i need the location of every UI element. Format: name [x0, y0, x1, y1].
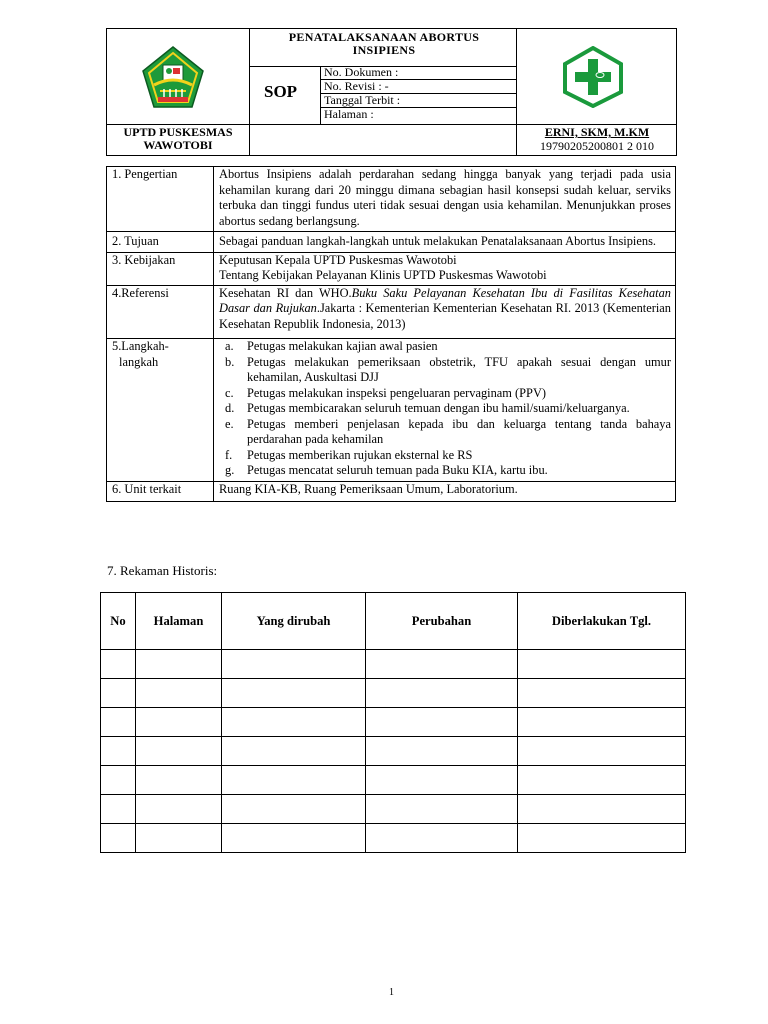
ref-pre: Kesehatan RI dan WHO.	[219, 285, 352, 300]
signer-nip: 19790205200801 2 010	[540, 139, 654, 153]
doc-fields	[320, 66, 517, 122]
list-item: e. Petugas memberi penjelasan kepada ibu dan keluarga tentang tanda bahaya perdarahan pada kehamilan	[225, 416, 671, 446]
sop-title: PENATALAKSANAAN ABORTUS INSIPIENS	[288, 30, 480, 57]
header-divider-left	[249, 28, 250, 156]
label-pengertian: 1. Pengertian	[107, 167, 214, 232]
doc-number-field: No. Dokumen :	[320, 66, 517, 80]
history-table	[100, 592, 686, 853]
list-item: b. Petugas melakukan pemeriksaan obstetrik, TFU apakah sesuai dengan umur kehamilan, Auskultasi DJJ	[225, 354, 671, 384]
row-tujuan	[107, 232, 676, 253]
label-tujuan: 2. Tujuan	[107, 232, 214, 253]
sop-content-table	[106, 166, 676, 502]
puskesmas-logo	[560, 46, 626, 108]
step-list	[219, 339, 671, 479]
row-kebijakan	[107, 252, 676, 285]
col-no: No	[101, 593, 136, 650]
table-row	[101, 766, 686, 795]
ref-post: .Jakarta : Kementerian Kementerian Kesehatan RI. 2013 (Kementerian Kesehatan Republik Indonesia, 2013)	[219, 301, 671, 331]
page-field: Halaman :	[324, 107, 374, 121]
sop-label: SOP	[264, 82, 298, 101]
list-item: f. Petugas memberikan rujukan eksternal ke RS	[225, 447, 473, 462]
kolaka-emblem-icon	[140, 45, 206, 111]
list-item: g. Petugas mencatat seluruh temuan pada Buku KIA, kartu ibu.	[225, 463, 548, 477]
text-kebijakan	[214, 252, 676, 285]
langkah-label-line-1: 5.Langkah-	[112, 339, 169, 353]
history-title: 7. Rekaman Historis:	[107, 563, 218, 578]
table-row	[101, 650, 686, 679]
organization-name: UPTD PUSKESMAS WAWOTOBI	[123, 125, 233, 152]
text-langkah	[214, 339, 676, 482]
row-pengertian	[107, 167, 676, 232]
signer-block	[517, 126, 677, 153]
text-referensi	[214, 285, 676, 339]
table-row	[101, 737, 686, 766]
label-kebijakan: 3. Kebijakan	[107, 252, 214, 285]
list-item: a. Petugas melakukan kajian awal pasien	[225, 339, 438, 353]
langkah-label-line-2: langkah	[119, 354, 159, 369]
col-halaman: Halaman	[136, 593, 222, 650]
text-tujuan: Sebagai panduan langkah-langkah untuk melakukan Penatalaksanaan Abortus Insipiens.	[214, 232, 676, 253]
text-pengertian: Abortus Insipiens adalah perdarahan sedang hingga banyak yang terjadi pada usia kehamilan kurang dari 20 minggu dimana sebagian hasil konsepsi sudah keluar, serviks terbuka dan tinggi fundus uteri tidak sesuai dengan usia kehamilan. Menunjukkan proses abortus sedang berlangsung.	[214, 167, 676, 232]
list-item: c. Petugas melakukan inspeksi pengeluaran pervaginam (PPV)	[225, 385, 547, 400]
page-number: 1	[389, 987, 394, 998]
table-row	[101, 708, 686, 737]
row-langkah	[107, 339, 676, 482]
puskesmas-cross-icon	[560, 46, 626, 108]
signer-name: ERNI, SKM, M.KM	[544, 125, 650, 139]
kolaka-regency-logo	[140, 45, 206, 111]
issue-date-field: Tanggal Terbit :	[320, 94, 517, 108]
table-row	[101, 824, 686, 853]
label-langkah	[107, 339, 214, 482]
col-diberlakukan: Diberlakukan Tgl.	[518, 593, 686, 650]
kebijakan-line-1: Keputusan Kepala UPTD Puskesmas Wawotobi	[219, 252, 457, 267]
label-referensi: 4.Referensi	[107, 285, 214, 339]
table-row	[101, 795, 686, 824]
table-row	[101, 679, 686, 708]
col-yang-dirubah: Yang dirubah	[222, 593, 366, 650]
row-referensi	[107, 285, 676, 339]
ref-book-title: Buku Saku Pelayanan Kesehatan Ibu di Fasilitas Kesehatan Dasar dan Rujukan	[219, 285, 671, 315]
revision-field: No. Revisi : -	[320, 80, 517, 94]
history-header-row	[101, 593, 686, 650]
col-perubahan: Perubahan	[366, 593, 518, 650]
list-item: d. Petugas membicarakan seluruh temuan dengan ibu hamil/suami/keluarganya.	[225, 401, 630, 415]
row-unit	[107, 481, 676, 502]
label-unit: 6. Unit terkait	[107, 481, 214, 502]
kebijakan-line-2: Tentang Kebijakan Pelayanan Klinis UPTD Puskesmas Wawotobi	[219, 268, 547, 282]
text-unit: Ruang KIA-KB, Ruang Pemeriksaan Umum, Laboratorium.	[214, 481, 676, 502]
